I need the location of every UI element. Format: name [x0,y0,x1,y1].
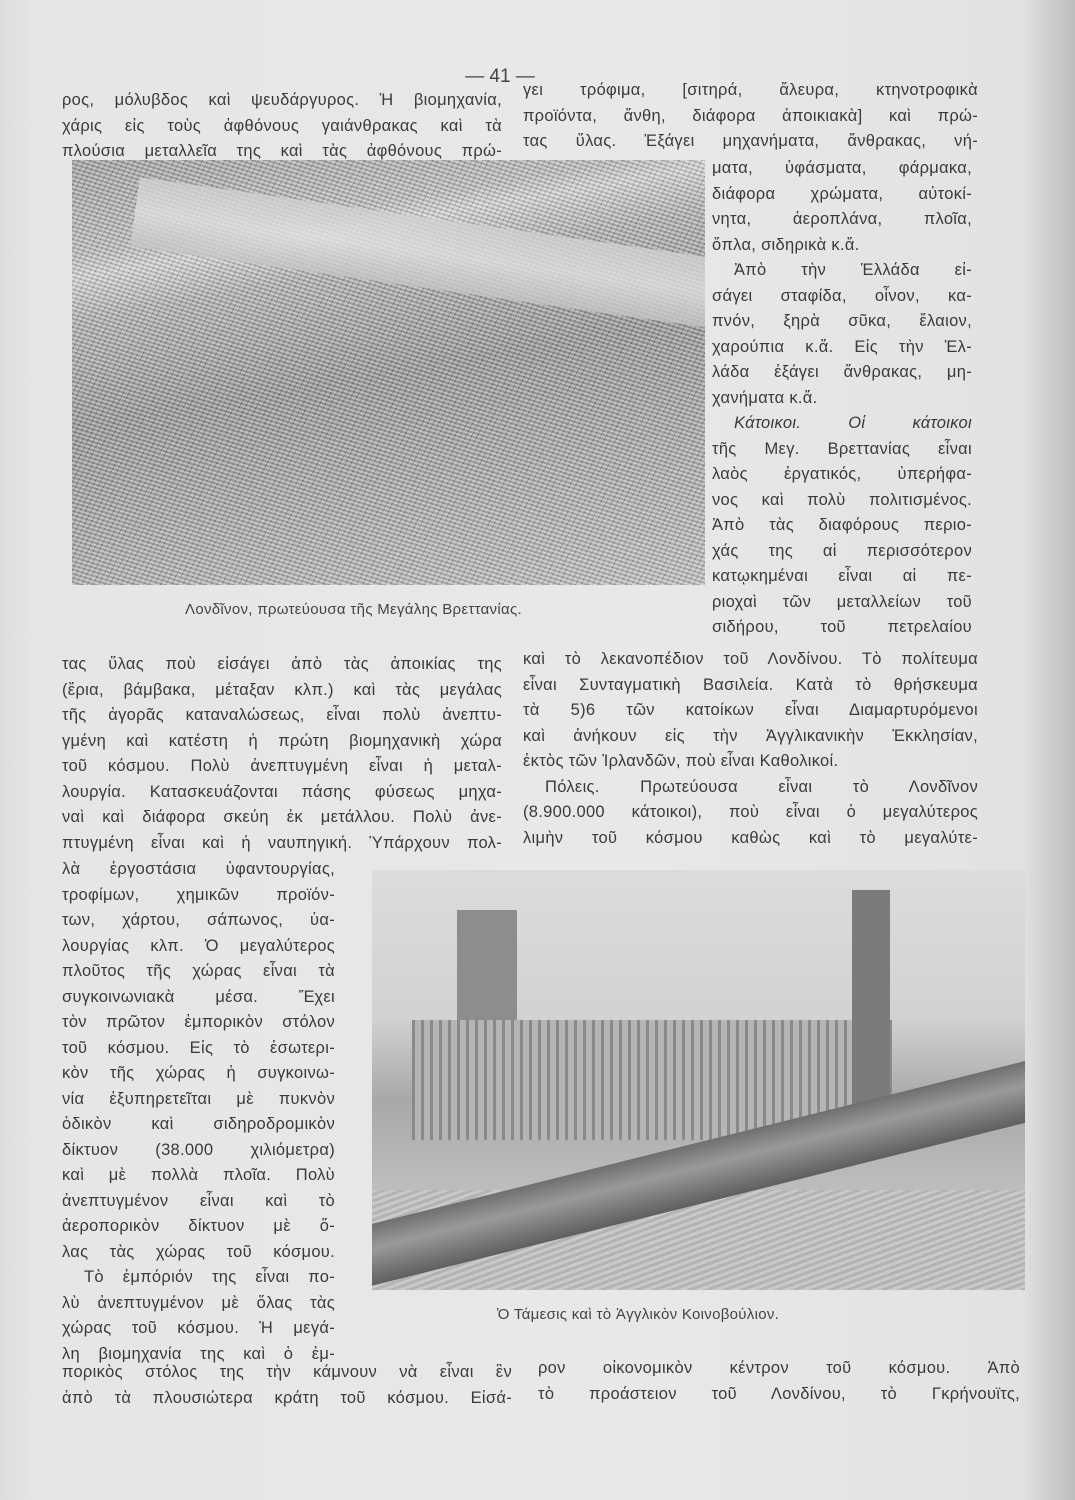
text-line: ματα, ὑφάσματα, φάρμακα, [712,159,972,177]
text-mid-right [523,647,978,851]
text-top-left [62,88,502,165]
text-line: Πόλεις. Πρωτεύουσα εἶναι τὸ Λονδῖνον [545,777,978,796]
text-line: σάγει σταφίδα, οἶνον, κα- [712,286,972,305]
figure1-caption: Λονδῖνον, πρωτεύουσα τῆς Μεγάλης Βρεττανίας. [185,601,522,618]
text-line: λὺ ἀνεπτυγμένον μὲ ὅλας τὰς [62,1293,335,1312]
text-line: ρος, μόλυβδος καὶ ψευδάργυρος. Ἡ βιομηχανία, [62,91,502,109]
text-line: (8.900.000 κάτοικοι), ποὺ εἶναι ὁ μεγαλύτερος [523,803,978,821]
figure2-caption: Ὁ Τάμεσις καὶ τὸ Ἀγγλικὸν Κοινοβούλιον. [497,1306,780,1323]
text-line: λουργία. Κατασκευάζονται πάσης φύσεως μηχα- [62,782,502,801]
text-line: των, χάρτου, σάπωνος, ὑα- [62,911,335,929]
text-line: Τὸ ἐμπόριόν της εἶναι πο- [84,1268,335,1286]
text-line: λὰ ἐργοστάσια ὑφαντουργίας, [62,860,335,878]
text-line: τῆς Μεγ. Βρεττανίας εἶναι [712,439,972,458]
photo-london-aerial [72,160,705,585]
text-line: Ἀπὸ τὰς διαφόρους περιο- [712,516,972,534]
text-line: προϊόντα, ἄνθη, διάφορα ἀποικιακὰ] καὶ πρώ- [523,106,978,125]
text-line: λιμὴν τοῦ κόσμου καθὼς καὶ τὸ μεγαλύτε- [523,828,978,847]
text-line: (ἔρια, βάμβακα, μέταξαν κλπ.) καὶ τὰς μεγάλας [62,680,502,699]
text-line: τῆς ἀγορᾶς καταναλώσεως, εἶναι πολὺ ἀνεπτυ- [62,706,502,724]
text-line: τροφίμων, χημικῶν προϊόν- [62,885,335,904]
text-line: ἀεροπορικὸν δίκτυον μὲ ὅ- [62,1217,335,1235]
text-line: νητα, ἀεροπλάνα, πλοῖα, [712,210,972,228]
text-line: γμένη καὶ κατέστη ἡ πρώτη βιομηχανικὴ χώρα [62,731,502,750]
text-line: πτυγμένη εἶναι καὶ ἡ ναυπηγική. Ὑπάρχουν πολ- [62,833,502,852]
text-line: γει τρόφιμα, [σιτηρά, ἄλευρα, κτηνοτροφικὰ [523,81,978,99]
text-line: τοῦ κόσμου. Πολὺ ἀνεπτυγμένη εἶναι ἡ μεταλ- [62,757,502,775]
text-line: ὁδικὸν καὶ σιδηροδρομικὸν [62,1115,335,1133]
text-line: τοῦ κόσμου. Εἰς τὸ ἐσωτερι- [62,1038,335,1057]
text-line: νία ἐξυπηρετεῖται μὲ πυκνὸν [62,1089,335,1108]
text-line: λαὸς ἐργατικός, ὑπερήφα- [712,465,972,483]
text-line: τὸ προάστειον τοῦ Λονδίνου, τὸ Γκρήνουϊτς, [538,1384,1020,1403]
text-line: λας τὰς χώρας τοῦ κόσμου. [62,1242,335,1261]
text-line: πνόν, ξηρὰ σῦκα, ἔλαιον, [712,312,972,330]
text-line: χάς της αἱ περισσότερον [712,541,972,560]
text-line: πορικὸς στόλος της τὴν κάμνουν νὰ εἶναι ἓν [62,1363,512,1381]
text-line: ὅπλα, σιδηρικὰ κ.ἄ. [712,235,860,254]
text-line: σιδήρου, τοῦ πετρελαίου [712,618,972,636]
text-line: ἀνεπτυγμένον εἶναι καὶ τὸ [62,1191,335,1210]
text-line: καὶ μὲ πολλὰ πλοῖα. Πολὺ [62,1166,335,1184]
text-line: λουργίας κλπ. Ὁ μεγαλύτερος [62,936,335,955]
text-line: εἶναι Συνταγματικὴ Βασιλεία. Κατὰ τὸ θρήσκευμα [523,675,978,694]
text-line: κατῳκημέναι εἶναι αἱ πε- [712,567,972,585]
text-line: δίκτυον (38.000 χιλιόμετρα) [62,1140,335,1159]
text-line: χαρούπια κ.ἄ. Εἰς τὴν Ἑλ- [712,337,972,356]
text-line: χάρις εἰς τοὺς ἀφθόνους γαιάνθρακας καὶ τὰ [62,116,502,135]
text-line: χανήματα κ.ἄ. [712,388,818,407]
text-line: χώρας τοῦ κόσμου. Ἡ μεγά- [62,1319,335,1337]
text-line: καὶ ἀνήκουν εἰς τὴν Ἀγγλικανικὴν Ἐκκλησίαν, [523,726,978,745]
photo-thames-parliament [372,870,1025,1290]
text-line: καὶ τὸ λεκανοπέδιον τοῦ Λονδίνου. Τὸ πολίτευμα [523,650,978,668]
text-line: λάδα ἐξάγει ἄνθρακας, μη- [712,363,972,381]
text-line: Κάτοικοι. Οἱ κάτοικοι [734,414,972,432]
text-line: πλούσια μεταλλεῖα της καὶ τὰς ἀφθόνους πρώ- [62,142,502,160]
text-line: κὸν τῆς χώρας ἡ συγκοινω- [62,1064,335,1082]
text-line: ναὶ καὶ διάφορα σκεύη ἐκ μετάλλου. Πολὺ ἀνε- [62,808,502,826]
text-bottom-right [538,1356,1020,1407]
text-mid-left [62,652,502,856]
text-line: πλοῦτος τῆς χώρας εἶναι τὰ [62,962,335,980]
text-line: νος καὶ πολὺ πολιτισμένος. [712,490,972,509]
text-line: ριοχαὶ τῶν μεταλλείων τοῦ [712,592,972,611]
text-line: λη βιομηχανία της καὶ ὁ ἐμ- [62,1344,335,1363]
text-left-narrow [62,857,335,1367]
text-line: Ἀπὸ τὴν Ἑλλάδα εἰ- [734,261,972,279]
text-line: τὸν πρῶτον ἐμπορικὸν στόλον [62,1013,335,1031]
text-right-narrow [712,156,972,641]
text-top-right [523,78,978,155]
page-number: — 41 — [465,66,535,87]
text-line: ρον οἰκονομικὸν κέντρον τοῦ κόσμου. Ἀπὸ [538,1359,1020,1377]
text-line: ἀπὸ τὰ πλουσιώτερα κράτη τοῦ κόσμου. Εἰσά- [62,1388,512,1407]
text-line: ἐκτὸς τῶν Ἰρλανδῶν, ποὺ εἶναι Καθολικοί. [523,752,839,770]
text-line: τὰ 5)6 τῶν κατοίκων εἶναι Διαμαρτυρόμενοι [523,701,978,719]
text-line: διάφορα χρώματα, αὐτοκί- [712,184,972,203]
text-line: τας ὕλας. Ἐξάγει μηχανήματα, ἄνθρακας, νή- [523,132,978,150]
text-bottom-left [62,1360,512,1411]
text-line: τας ὕλας ποὺ εἰσάγει ἀπὸ τὰς ἀποικίας της [62,655,502,673]
text-line: συγκοινωνιακὰ μέσα. Ἔχει [62,987,335,1006]
